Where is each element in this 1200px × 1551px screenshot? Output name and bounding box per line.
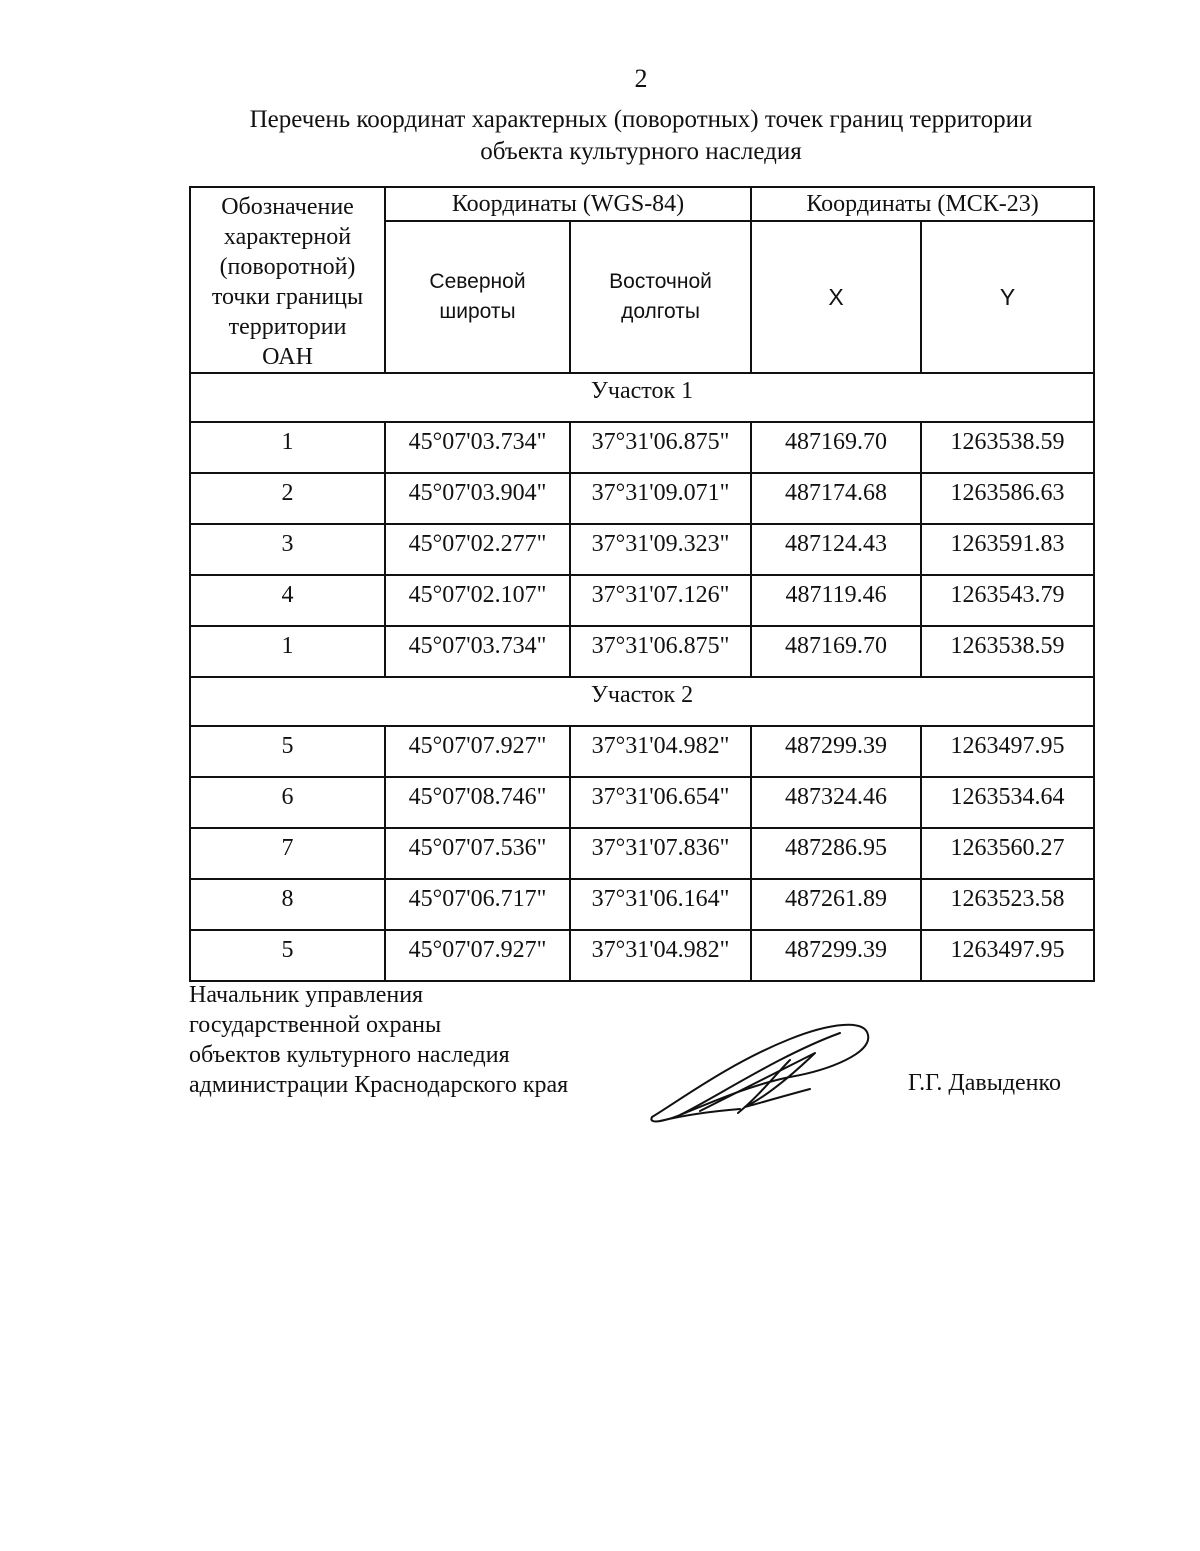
page-number: 2 bbox=[634, 64, 648, 93]
latitude-cell: 45°07'03.734" bbox=[385, 626, 570, 677]
header-x: X bbox=[751, 221, 921, 373]
y-coordinate-cell: 1263586.63 bbox=[921, 473, 1094, 524]
table-row bbox=[190, 473, 1094, 524]
x-coordinate-cell: 487299.39 bbox=[751, 930, 921, 981]
header-designation-line: ОАН bbox=[262, 344, 313, 370]
point-number-cell: 5 bbox=[190, 930, 385, 981]
header-designation-line: Обозначение bbox=[221, 194, 354, 220]
header-wgs84-group: Координаты (WGS-84) bbox=[385, 187, 751, 221]
header-east-longitude bbox=[570, 221, 751, 373]
longitude-cell: 37°31'04.982" bbox=[570, 726, 751, 777]
x-coordinate-cell: 487169.70 bbox=[751, 626, 921, 677]
x-coordinate-cell: 487324.46 bbox=[751, 777, 921, 828]
latitude-cell: 45°07'03.734" bbox=[385, 422, 570, 473]
coordinates-table bbox=[189, 186, 1095, 982]
point-number-cell: 1 bbox=[190, 626, 385, 677]
y-coordinate-cell: 1263560.27 bbox=[921, 828, 1094, 879]
header-designation-line: характерной bbox=[223, 224, 352, 250]
y-coordinate-cell: 1263538.59 bbox=[921, 626, 1094, 677]
longitude-cell: 37°31'09.323" bbox=[570, 524, 751, 575]
table-row bbox=[190, 930, 1094, 981]
latitude-cell: 45°07'07.536" bbox=[385, 828, 570, 879]
table-row bbox=[190, 879, 1094, 930]
title-line-2: объекта культурного наследия bbox=[480, 138, 802, 165]
longitude-cell: 37°31'04.982" bbox=[570, 930, 751, 981]
y-coordinate-cell: 1263591.83 bbox=[921, 524, 1094, 575]
x-coordinate-cell: 487174.68 bbox=[751, 473, 921, 524]
document-title bbox=[190, 104, 1092, 168]
title-line-1: Перечень координат характерных (поворотных) точек границ территории bbox=[249, 106, 1033, 133]
y-coordinate-cell: 1263497.95 bbox=[921, 726, 1094, 777]
longitude-cell: 37°31'09.071" bbox=[570, 473, 751, 524]
table-body bbox=[190, 373, 1094, 981]
point-number-cell: 8 bbox=[190, 879, 385, 930]
point-number-cell: 5 bbox=[190, 726, 385, 777]
header-y: Y bbox=[921, 221, 1094, 373]
y-coordinate-cell: 1263534.64 bbox=[921, 777, 1094, 828]
longitude-cell: 37°31'06.654" bbox=[570, 777, 751, 828]
point-number-cell: 6 bbox=[190, 777, 385, 828]
x-coordinate-cell: 487119.46 bbox=[751, 575, 921, 626]
table-row bbox=[190, 777, 1094, 828]
y-coordinate-cell: 1263538.59 bbox=[921, 422, 1094, 473]
section-row bbox=[190, 373, 1094, 422]
point-number-cell: 7 bbox=[190, 828, 385, 879]
table-row bbox=[190, 575, 1094, 626]
header-east-line: долготы bbox=[621, 300, 700, 324]
table-row bbox=[190, 422, 1094, 473]
latitude-cell: 45°07'06.717" bbox=[385, 879, 570, 930]
y-coordinate-cell: 1263523.58 bbox=[921, 879, 1094, 930]
header-north-line: широты bbox=[439, 300, 516, 324]
header-designation-line: точки границы bbox=[211, 284, 364, 310]
header-designation-line: (поворотной) bbox=[219, 254, 356, 280]
latitude-cell: 45°07'08.746" bbox=[385, 777, 570, 828]
signatory-line: государственной охраны bbox=[189, 1012, 442, 1038]
latitude-cell: 45°07'03.904" bbox=[385, 473, 570, 524]
header-north-line: Северной bbox=[429, 270, 526, 294]
signatory-name: Г.Г. Давыденко bbox=[908, 1070, 1061, 1096]
point-number-cell: 1 bbox=[190, 422, 385, 473]
signatory-line: Начальник управления bbox=[189, 982, 424, 1008]
x-coordinate-cell: 487299.39 bbox=[751, 726, 921, 777]
header-designation-line: территории bbox=[228, 314, 347, 340]
table-row bbox=[190, 726, 1094, 777]
header-east-line: Восточной bbox=[609, 270, 712, 294]
header-designation bbox=[190, 187, 385, 373]
table-row bbox=[190, 524, 1094, 575]
x-coordinate-cell: 487261.89 bbox=[751, 879, 921, 930]
header-msk23-group: Координаты (МСК-23) bbox=[751, 187, 1094, 221]
section-label: Участок 2 bbox=[190, 677, 1094, 726]
x-coordinate-cell: 487124.43 bbox=[751, 524, 921, 575]
point-number-cell: 3 bbox=[190, 524, 385, 575]
signatory-position bbox=[189, 980, 568, 1100]
longitude-cell: 37°31'06.164" bbox=[570, 879, 751, 930]
latitude-cell: 45°07'07.927" bbox=[385, 726, 570, 777]
latitude-cell: 45°07'02.277" bbox=[385, 524, 570, 575]
x-coordinate-cell: 487169.70 bbox=[751, 422, 921, 473]
y-coordinate-cell: 1263497.95 bbox=[921, 930, 1094, 981]
longitude-cell: 37°31'06.875" bbox=[570, 626, 751, 677]
x-coordinate-cell: 487286.95 bbox=[751, 828, 921, 879]
longitude-cell: 37°31'07.126" bbox=[570, 575, 751, 626]
table-row bbox=[190, 626, 1094, 677]
longitude-cell: 37°31'07.836" bbox=[570, 828, 751, 879]
handwritten-signature bbox=[640, 1015, 880, 1130]
section-row bbox=[190, 677, 1094, 726]
latitude-cell: 45°07'02.107" bbox=[385, 575, 570, 626]
table-row bbox=[190, 828, 1094, 879]
signatory-line: администрации Краснодарского края bbox=[189, 1072, 569, 1098]
y-coordinate-cell: 1263543.79 bbox=[921, 575, 1094, 626]
point-number-cell: 4 bbox=[190, 575, 385, 626]
longitude-cell: 37°31'06.875" bbox=[570, 422, 751, 473]
signatory-line: объектов культурного наследия bbox=[189, 1042, 510, 1068]
latitude-cell: 45°07'07.927" bbox=[385, 930, 570, 981]
section-label: Участок 1 bbox=[190, 373, 1094, 422]
header-north-latitude bbox=[385, 221, 570, 373]
point-number-cell: 2 bbox=[190, 473, 385, 524]
